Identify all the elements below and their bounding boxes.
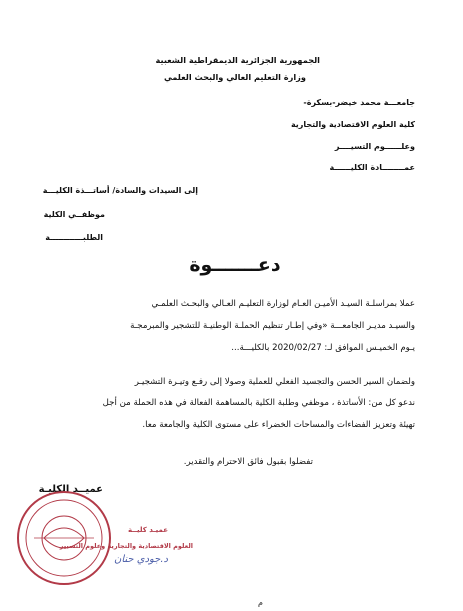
- body-line-2: والسيـد مديـر الجامعـــة «وفي إطـار تنظيم الحملـة الوطنيـة للتشجير والمبرمجـة: [130, 321, 415, 331]
- official-seal: [14, 488, 114, 588]
- faculty-name: كلية العلوم الاقتصادية والتجارية: [290, 120, 415, 129]
- department-name: وعلــــــوم التسيــــر: [334, 142, 415, 151]
- recipients-staff: موظفــي الكلية: [43, 210, 105, 219]
- recipients-students: الطلبــــــــــــة: [45, 233, 103, 242]
- letter-title: دعـــــــوة: [189, 254, 281, 276]
- republic-header: الجمهورية الجزائرية الديمقراطية الشعبية: [155, 55, 320, 65]
- body-line-3: يـوم الخميـس الموافق لـ: 2020/02/27 بالكليـــة...: [231, 343, 415, 353]
- closing-line: تفضلوا بقبول فائق الاحترام والتقدير.: [183, 457, 313, 467]
- university-name: جامعـــة محمد خيضر-بسكرة-: [303, 98, 415, 107]
- body-line-5: ندعو كل من: الأساتذة ، موظفي وطلبة الكلية بالمساهمة الفعالة في هذه الحملة من أجل: [102, 398, 415, 408]
- stamp-title: عميـد كليــة: [127, 526, 168, 534]
- body-line-4: ولضمان السير الحسن والتجسيد الفعلي للعملية وصولا إلى رفـع وتيـرة التشجيـر: [134, 377, 415, 387]
- body-line-1: عملا بمراسلـة السيـد الأميـن العـام لوزارة التعليـم العـالي والبحـث العلمـي: [151, 299, 415, 309]
- body-line-6: تهيئة وتعزيز الفضاءات والمساحات الخضراء على مستوى الكلية والجامعة معا.: [142, 420, 415, 430]
- page-mark: م: [258, 598, 263, 607]
- deanship-office: عمــــــــادة الكليــــــة: [329, 163, 415, 172]
- signature-title: عميــد الكليـة: [38, 484, 103, 495]
- recipients-line: إلى السيدات والسادة/ أساتـــذة الكليـــة: [42, 186, 198, 195]
- ministry-header: وزارة التعليم العالي والبحث العلمي: [164, 72, 306, 82]
- signer-name: د.جودي حنان: [113, 554, 168, 565]
- stamp-line: العلوم الاقتصادية والتجارية وعلوم التسيير: [59, 542, 193, 550]
